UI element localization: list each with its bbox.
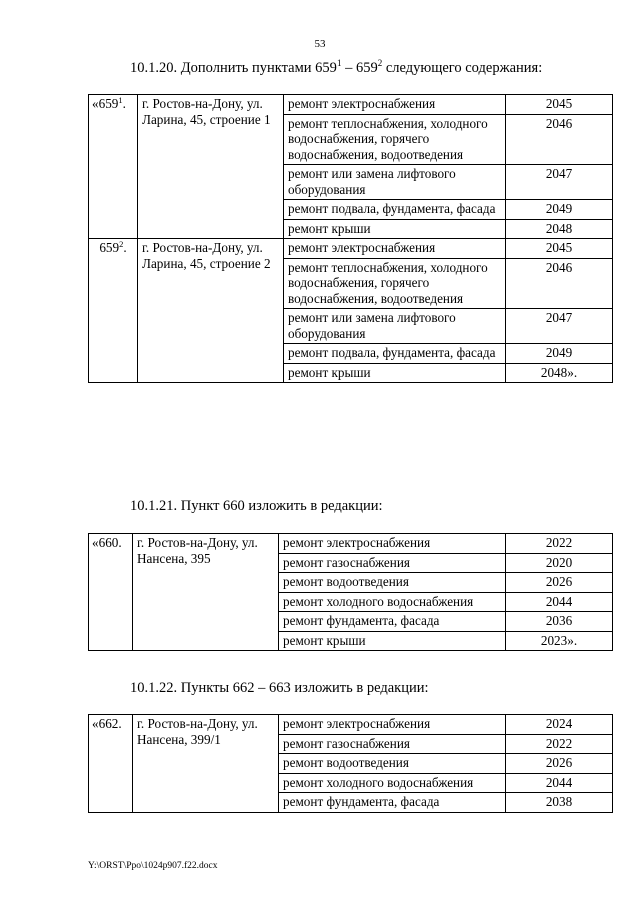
heading-sup: 2 (377, 58, 383, 68)
heading-text: – 659 (341, 60, 378, 76)
address-cell: г. Ростов-на-Дону, ул. Ларина, 45, строение 2 (138, 239, 284, 383)
year-cell: 2044 (506, 592, 613, 612)
work-cell: ремонт водоотведения (279, 754, 506, 774)
work-cell: ремонт фундамента, фасада (279, 612, 506, 632)
year-cell: 2026 (506, 573, 613, 593)
work-cell: ремонт крыши (284, 363, 506, 383)
item-number: «660. (89, 534, 133, 651)
year-cell: 2046 (506, 114, 613, 165)
section-heading-10-1-20 (130, 60, 542, 77)
work-cell: ремонт фундамента, фасада (279, 793, 506, 813)
year-cell: 2048 (506, 219, 613, 239)
work-cell: ремонт холодного водоснабжения (279, 592, 506, 612)
work-cell: ремонт подвала, фундамента, фасада (284, 200, 506, 220)
work-cell: ремонт электроснабжения (284, 95, 506, 115)
item-number: $659^2$. (89, 239, 138, 383)
year-cell: 2049 (506, 344, 613, 364)
address-cell: г. Ростов-на-Дону, ул. Нансена, 395 (133, 534, 279, 651)
heading-sup: 1 (336, 58, 342, 68)
year-cell: 2020 (506, 553, 613, 573)
table-659 (88, 94, 613, 383)
table-row (89, 534, 613, 554)
section-heading-10-1-22: 10.1.22. Пункты 662 – 663 изложить в редакции: (130, 680, 429, 696)
work-cell: ремонт теплоснабжения, холодного водоснабжения, горячего водоснабжения, водоотведения (284, 114, 506, 165)
year-cell: 2045 (506, 95, 613, 115)
year-cell: 2045 (506, 239, 613, 259)
year-cell: 2024 (506, 715, 613, 735)
section-heading-10-1-21: 10.1.21. Пункт 660 изложить в редакции: (130, 498, 383, 514)
work-cell: ремонт электроснабжения (279, 715, 506, 735)
table-row (89, 239, 613, 259)
year-cell: 2022 (506, 534, 613, 554)
work-cell: ремонт водоотведения (279, 573, 506, 593)
year-cell: 2044 (506, 773, 613, 793)
work-cell: ремонт или замена лифтового оборудования (284, 165, 506, 200)
table-row (89, 715, 613, 735)
year-cell: 2048». (506, 363, 613, 383)
year-cell: 2047 (506, 309, 613, 344)
work-cell: ремонт подвала, фундамента, фасада (284, 344, 506, 364)
table-660 (88, 533, 613, 651)
address-cell: г. Ростов-на-Дону, ул. Нансена, 399/1 (133, 715, 279, 813)
address-cell: г. Ростов-на-Дону, ул. Ларина, 45, строение 1 (138, 95, 284, 239)
year-cell: 2026 (506, 754, 613, 774)
year-cell: 2049 (506, 200, 613, 220)
item-number: «$659^1$. (89, 95, 138, 239)
work-cell: ремонт или замена лифтового оборудования (284, 309, 506, 344)
work-cell: ремонт газоснабжения (279, 553, 506, 573)
work-cell: ремонт крыши (284, 219, 506, 239)
heading-text: 10.1.20. Дополнить пунктами 659 (130, 60, 337, 76)
year-cell: 2023». (506, 631, 613, 651)
table-662 (88, 714, 613, 813)
year-cell: 2047 (506, 165, 613, 200)
work-cell: ремонт теплоснабжения, холодного водоснабжения, горячего водоснабжения, водоотведения (284, 258, 506, 309)
page-number: 53 (314, 38, 326, 50)
work-cell: ремонт крыши (279, 631, 506, 651)
year-cell: 2036 (506, 612, 613, 632)
year-cell: 2046 (506, 258, 613, 309)
work-cell: ремонт электроснабжения (279, 534, 506, 554)
work-cell: ремонт электроснабжения (284, 239, 506, 259)
heading-text: следующего содержания: (382, 60, 543, 76)
work-cell: ремонт газоснабжения (279, 734, 506, 754)
table-row (89, 95, 613, 115)
file-path-footer: Y:\ORST\Ppo\1024p907.f22.docx (88, 861, 218, 871)
work-cell: ремонт холодного водоснабжения (279, 773, 506, 793)
item-number: «662. (89, 715, 133, 813)
year-cell: 2038 (506, 793, 613, 813)
year-cell: 2022 (506, 734, 613, 754)
